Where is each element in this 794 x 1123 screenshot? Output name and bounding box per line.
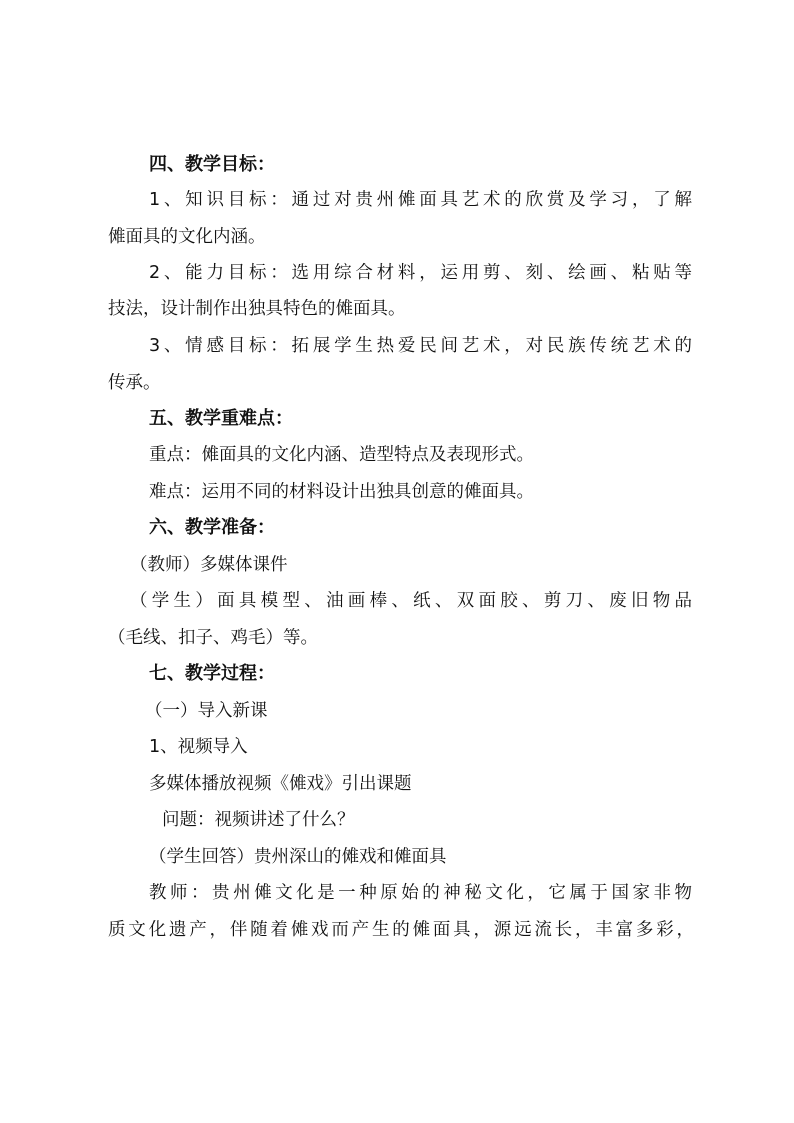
section-heading-process: 七、教学过程： [149,663,275,684]
process-video-description: 多媒体播放视频《傩戏》引出课题 [149,774,412,794]
process-subheading: （一）导入新课 [145,701,268,721]
prep-student-line1: （学生）面具模型、油画棒、纸、双面胶、剪刀、废旧物品 [130,591,692,611]
prep-teacher-text: （教师）多媒体课件 [130,555,288,575]
objective-emotion-line1: 3、情感目标：拓展学生热爱民间艺术，对民族传统艺术的 [149,336,692,356]
process-teacher-line2: 质文化遗产，伴随着傩戏而产生的傩面具，源远流长，丰富多彩， [108,920,694,940]
process-teacher-line1: 教师：贵州傩文化是一种原始的神秘文化，它属于国家非物 [149,883,692,903]
process-student-answer: （学生回答）贵州深山的傩戏和傩面具 [149,847,447,867]
section-heading-objectives: 四、教学目标： [149,154,275,175]
objective-knowledge-line1: 1、知识目标：通过对贵州傩面具艺术的欣赏及学习，了解 [149,190,692,210]
prep-student-line2: （毛线、扣子、鸡毛）等。 [108,628,318,648]
key-point-text: 重点：傩面具的文化内涵、造型特点及表现形式。 [149,445,534,465]
objective-knowledge-line2: 傩面具的文化内涵。 [108,227,266,247]
difficult-point-text: 难点：运用不同的材料设计出独具创意的傩面具。 [149,482,534,502]
objective-ability-line2: 技法，设计制作出独具特色的傩面具。 [108,299,406,319]
objective-ability-line1: 2、能力目标：选用综合材料，运用剪、刻、绘画、粘贴等 [149,263,692,283]
process-question: 问题：视频讲述了什么？ [162,810,355,830]
section-heading-preparation: 六、教学准备： [149,517,275,538]
process-step-video: 1、视频导入 [149,737,248,757]
objective-emotion-line2: 传承。 [108,373,161,393]
section-heading-key-points: 五、教学重难点： [149,408,293,429]
